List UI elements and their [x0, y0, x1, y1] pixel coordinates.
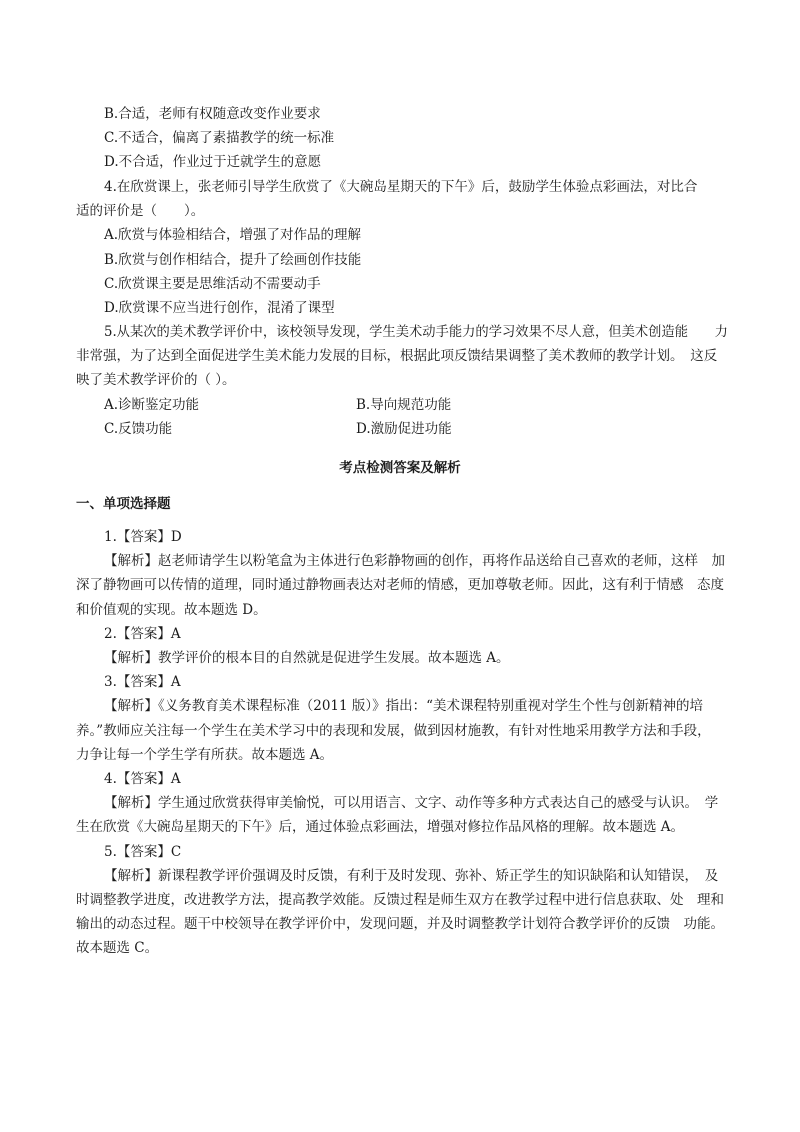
q4-stem-line2: 适的评价是（ ）。: [76, 203, 205, 219]
explain-5-line1: 【解析】新课程教学评价强调及时反馈，有利于及时发现、弥补、矫正学生的知识缺陷和认知错误， 及: [104, 868, 719, 884]
q4-option-d: D.欣赏课不应当进行创作，混淆了课型: [104, 300, 335, 316]
explain-3-line1: 【解析】《义务教育美术课程标准（2011 版）》指出：“美术课程特别重视对学生个性与创新精神的培: [104, 698, 704, 714]
q3-option-d: D.不合适，作业过于迁就学生的意愿: [104, 154, 322, 170]
answer-1: 1.【答案】D: [104, 529, 182, 545]
answers-title: 考点检测答案及解析: [339, 460, 461, 476]
explain-2-line1: 【解析】教学评价的根本目的自然就是促进学生发展。故本题选 A。: [104, 650, 510, 666]
q4-option-b: B.欣赏与创作相结合，提升了绘画创作技能: [104, 252, 362, 268]
q4-stem-line1: 4.在欣赏课上，张老师引导学生欣赏了《大碗岛星期天的下午》后，鼓励学生体验点彩画法，对比合: [104, 179, 698, 195]
explain-5-line2: 时调整教学进度，改进教学方法，提高教学效能。反馈过程是师生双方在教学过程中进行信息获取、处 理和: [76, 892, 724, 908]
section-heading: 一、单项选择题: [76, 496, 171, 512]
explain-4-line1: 【解析】学生通过欣赏获得审美愉悦，可以用语言、文字、动作等多种方式表达自己的感受与认识。 学: [104, 795, 719, 811]
q4-option-a: A.欣赏与体验相结合，增强了对作品的理解: [104, 227, 362, 243]
q4-option-c: C.欣赏课主要是思维活动不需要动手: [104, 276, 321, 292]
q5-option-a: A.诊断鉴定功能: [104, 397, 200, 413]
explain-1-line3: 和价值观的实现。故本题选 D。: [76, 602, 267, 618]
q5-stem-line2: 非常强，为了达到全面促进学生美术能力发展的目标，根据此项反馈结果调整了美术教师的教学计划。 这反: [76, 348, 718, 364]
q5-option-d: D.激励促进功能: [356, 421, 452, 437]
answer-2: 2.【答案】A: [104, 626, 181, 642]
q5-stem-line1: 5.从某次的美术教学评价中，该校领导发现，学生美术动手能力的学习效果不尽人意，但美术创造能 力: [104, 324, 728, 340]
q5-option-b: B.导向规范功能: [356, 397, 452, 413]
explain-1-line1: 【解析】赵老师请学生以粉笔盒为主体进行色彩静物画的创作，再将作品送给自己喜欢的老师，这样 加: [104, 553, 725, 569]
answer-5: 5.【答案】C: [104, 844, 182, 860]
explain-3-line2: 养。”教师应关注每一个学生在美术学习中的表现和发展，做到因材施教，有针对性地采用教学方法和手段，: [76, 723, 711, 739]
explain-3-line3: 力争让每一个学生学有所获。故本题选 A。: [76, 747, 334, 763]
q5-option-c: C.反馈功能: [104, 421, 173, 437]
answer-3: 3.【答案】A: [104, 674, 181, 690]
explain-5-line3: 输出的动态过程。题干中校领导在教学评价中，发现问题，并及时调整教学计划符合教学评价的反馈 功能。: [76, 916, 724, 932]
q3-option-c: C.不适合，偏离了素描教学的统一标准: [104, 130, 335, 146]
q5-stem-line3: 映了美术教学评价的（ ）。: [76, 372, 236, 388]
answer-4: 4.【答案】A: [104, 771, 181, 787]
explain-4-line2: 生在欣赏《大碗岛星期天的下午》后，通过体验点彩画法，增强对修拉作品风格的理解。故本题选 A。: [76, 819, 685, 835]
explain-1-line2: 深了静物画可以传情的道理，同时通过静物画表达对老师的情感，更加尊敬老师。因此，这有利于情感 态度: [76, 577, 724, 593]
explain-5-line4: 故本题选 C。: [76, 940, 159, 956]
q3-option-b: B.合适，老师有权随意改变作业要求: [104, 106, 321, 122]
